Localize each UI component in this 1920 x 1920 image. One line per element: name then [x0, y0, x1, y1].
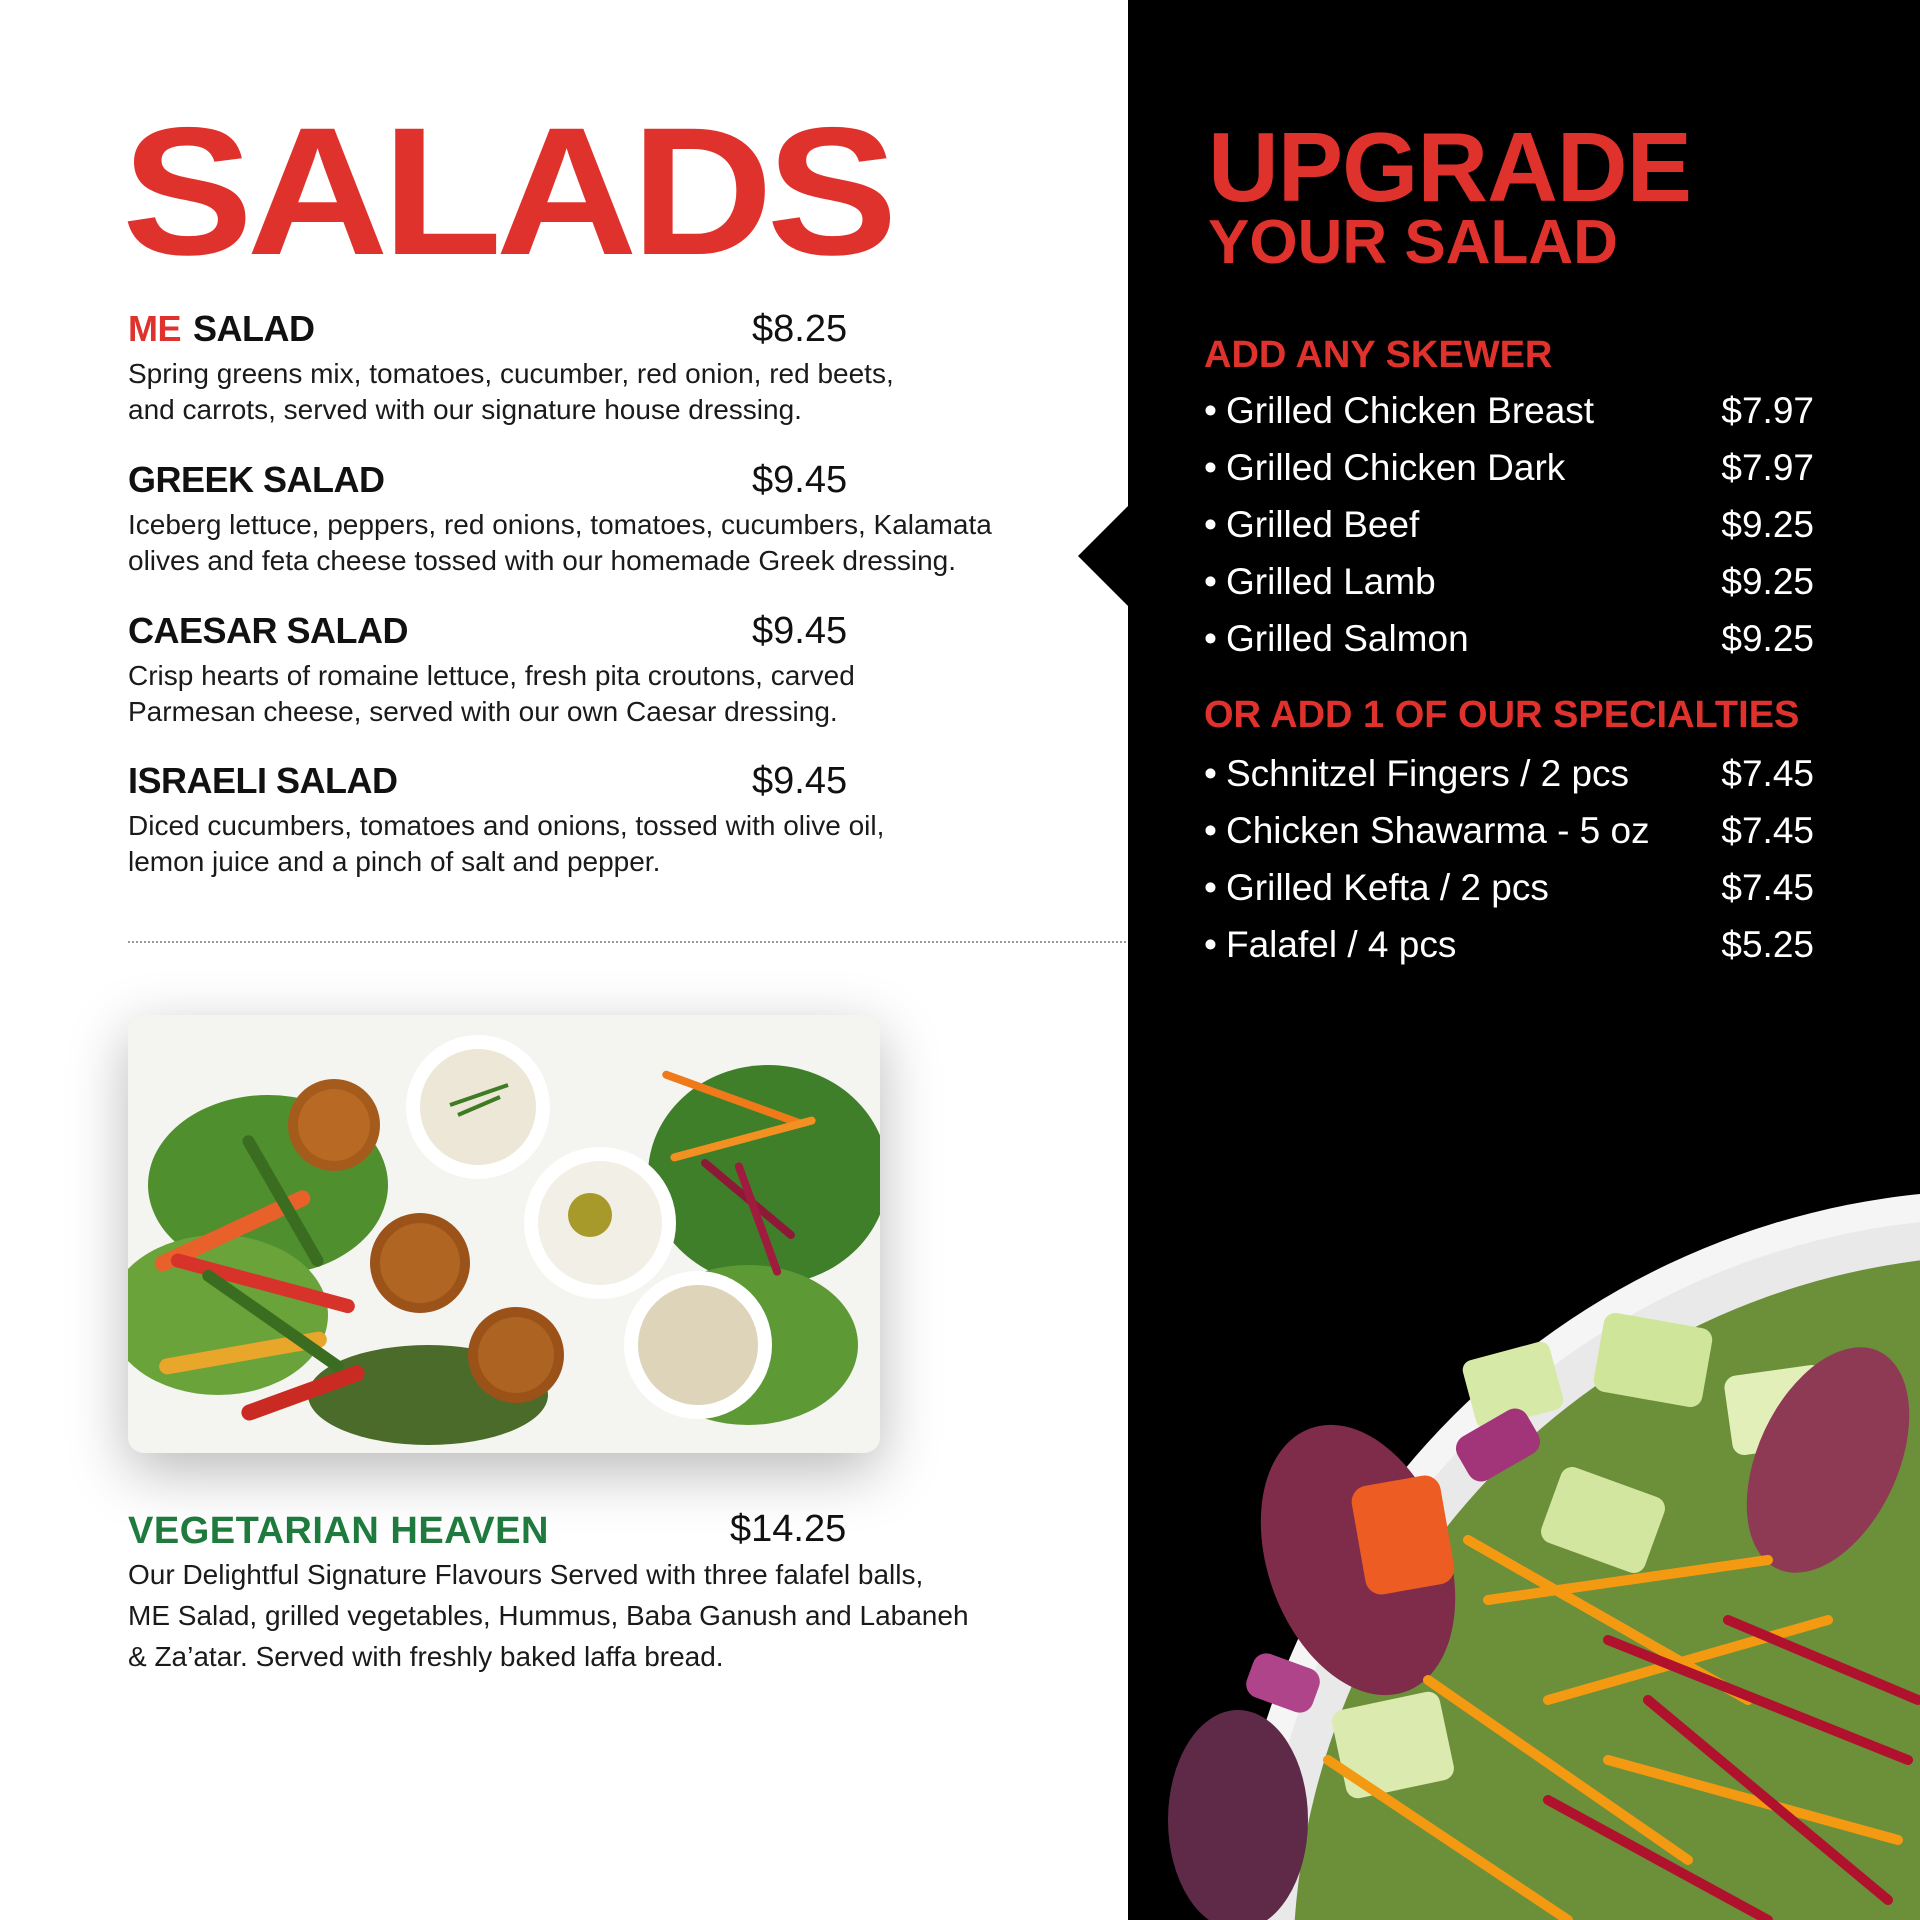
bullet: •	[1204, 867, 1217, 908]
vegetarian-heaven-price: $14.25	[730, 1508, 847, 1550]
addon-name: Grilled Salmon	[1226, 618, 1469, 659]
addon-name: Grilled Beef	[1226, 504, 1420, 545]
item-price: $9.45	[752, 459, 848, 501]
addon-price: $5.25	[1721, 924, 1814, 965]
salad-bowl-photo	[1128, 0, 1920, 1920]
item-header	[128, 459, 1028, 505]
section-divider	[128, 941, 1126, 943]
bullet: •	[1204, 390, 1217, 431]
vegetarian-heaven-description: Our Delightful Signature Flavours Served with three falafel balls, ME Salad, grilled vegetables, Hummus, Baba Ganush and Labaneh & Za’atar. Served with freshly baked laffa bread.	[128, 1559, 969, 1672]
menu-item-caesar-salad	[128, 610, 1028, 730]
item-price: $9.45	[752, 760, 848, 802]
menu-item-me-salad	[128, 308, 1028, 428]
plate-illustration	[128, 1015, 880, 1453]
skewer-heading: ADD ANY SKEWER	[1204, 334, 1553, 376]
addon-name: Chicken Shawarma - 5 oz	[1226, 810, 1650, 851]
item-price: $9.45	[752, 610, 848, 652]
item-name: GREEK SALAD	[128, 459, 385, 500]
upgrade-subtitle: YOUR SALAD	[1208, 208, 1618, 277]
item-header	[128, 308, 1028, 354]
item-name-accent: ME	[128, 308, 181, 349]
addon-name: Falafel / 4 pcs	[1226, 924, 1457, 965]
bullet: •	[1204, 561, 1217, 602]
bullet: •	[1204, 447, 1217, 488]
addon-price: $9.25	[1721, 504, 1814, 545]
addon-price: $7.45	[1721, 810, 1814, 851]
item-description: Diced cucumbers, tomatoes and onions, tossed with olive oil, lemon juice and a pinch of salt and pepper.	[128, 810, 885, 877]
addon-price: $7.45	[1721, 867, 1814, 908]
addon-price: $7.97	[1721, 390, 1814, 431]
vegetarian-heaven-name: VEGETARIAN HEAVEN	[128, 1510, 549, 1552]
bullet: •	[1204, 504, 1217, 545]
upgrade-panel	[1128, 0, 1920, 1920]
item-name-text: SALAD	[193, 308, 315, 349]
vegetarian-plate-photo	[128, 1015, 880, 1453]
item-name: ISRAELI SALAD	[128, 760, 398, 801]
bullet: •	[1204, 618, 1217, 659]
item-price: $8.25	[752, 308, 848, 350]
item-header	[128, 610, 1028, 656]
addon-price: $9.25	[1721, 561, 1814, 602]
specialties-heading: OR ADD 1 OF OUR SPECIALTIES	[1204, 694, 1800, 736]
panel-notch	[1078, 505, 1129, 607]
upgrade-title: UPGRADE	[1208, 112, 1692, 222]
addon-price: $7.97	[1721, 447, 1814, 488]
addon-price: $7.45	[1721, 753, 1814, 794]
addon-name: Grilled Chicken Dark	[1226, 447, 1566, 488]
addon-name: Grilled Lamb	[1226, 561, 1436, 602]
item-description: Spring greens mix, tomatoes, cucumber, red onion, red beets, and carrots, served with our signature house dressing.	[128, 358, 894, 425]
item-description: Crisp hearts of romaine lettuce, fresh pita croutons, carved Parmesan cheese, served with our own Caesar dressing.	[128, 660, 855, 727]
addon-name: Schnitzel Fingers / 2 pcs	[1226, 753, 1630, 794]
menu-item-greek-salad	[128, 459, 1028, 579]
addon-name: Grilled Kefta / 2 pcs	[1226, 867, 1549, 908]
bullet: •	[1204, 924, 1217, 965]
addon-price: $9.25	[1721, 618, 1814, 659]
item-name: CAESAR SALAD	[128, 610, 409, 651]
menu-item-israeli-salad	[128, 760, 1028, 880]
bullet: •	[1204, 810, 1217, 851]
salads-title: SALADS	[122, 89, 892, 293]
item-name	[128, 308, 315, 350]
addon-name: Grilled Chicken Breast	[1226, 390, 1595, 431]
item-description: Iceberg lettuce, peppers, red onions, tomatoes, cucumbers, Kalamata olives and feta cheese tossed with our homemade Greek dressing.	[128, 509, 992, 576]
bullet: •	[1204, 753, 1217, 794]
item-header	[128, 760, 1028, 806]
